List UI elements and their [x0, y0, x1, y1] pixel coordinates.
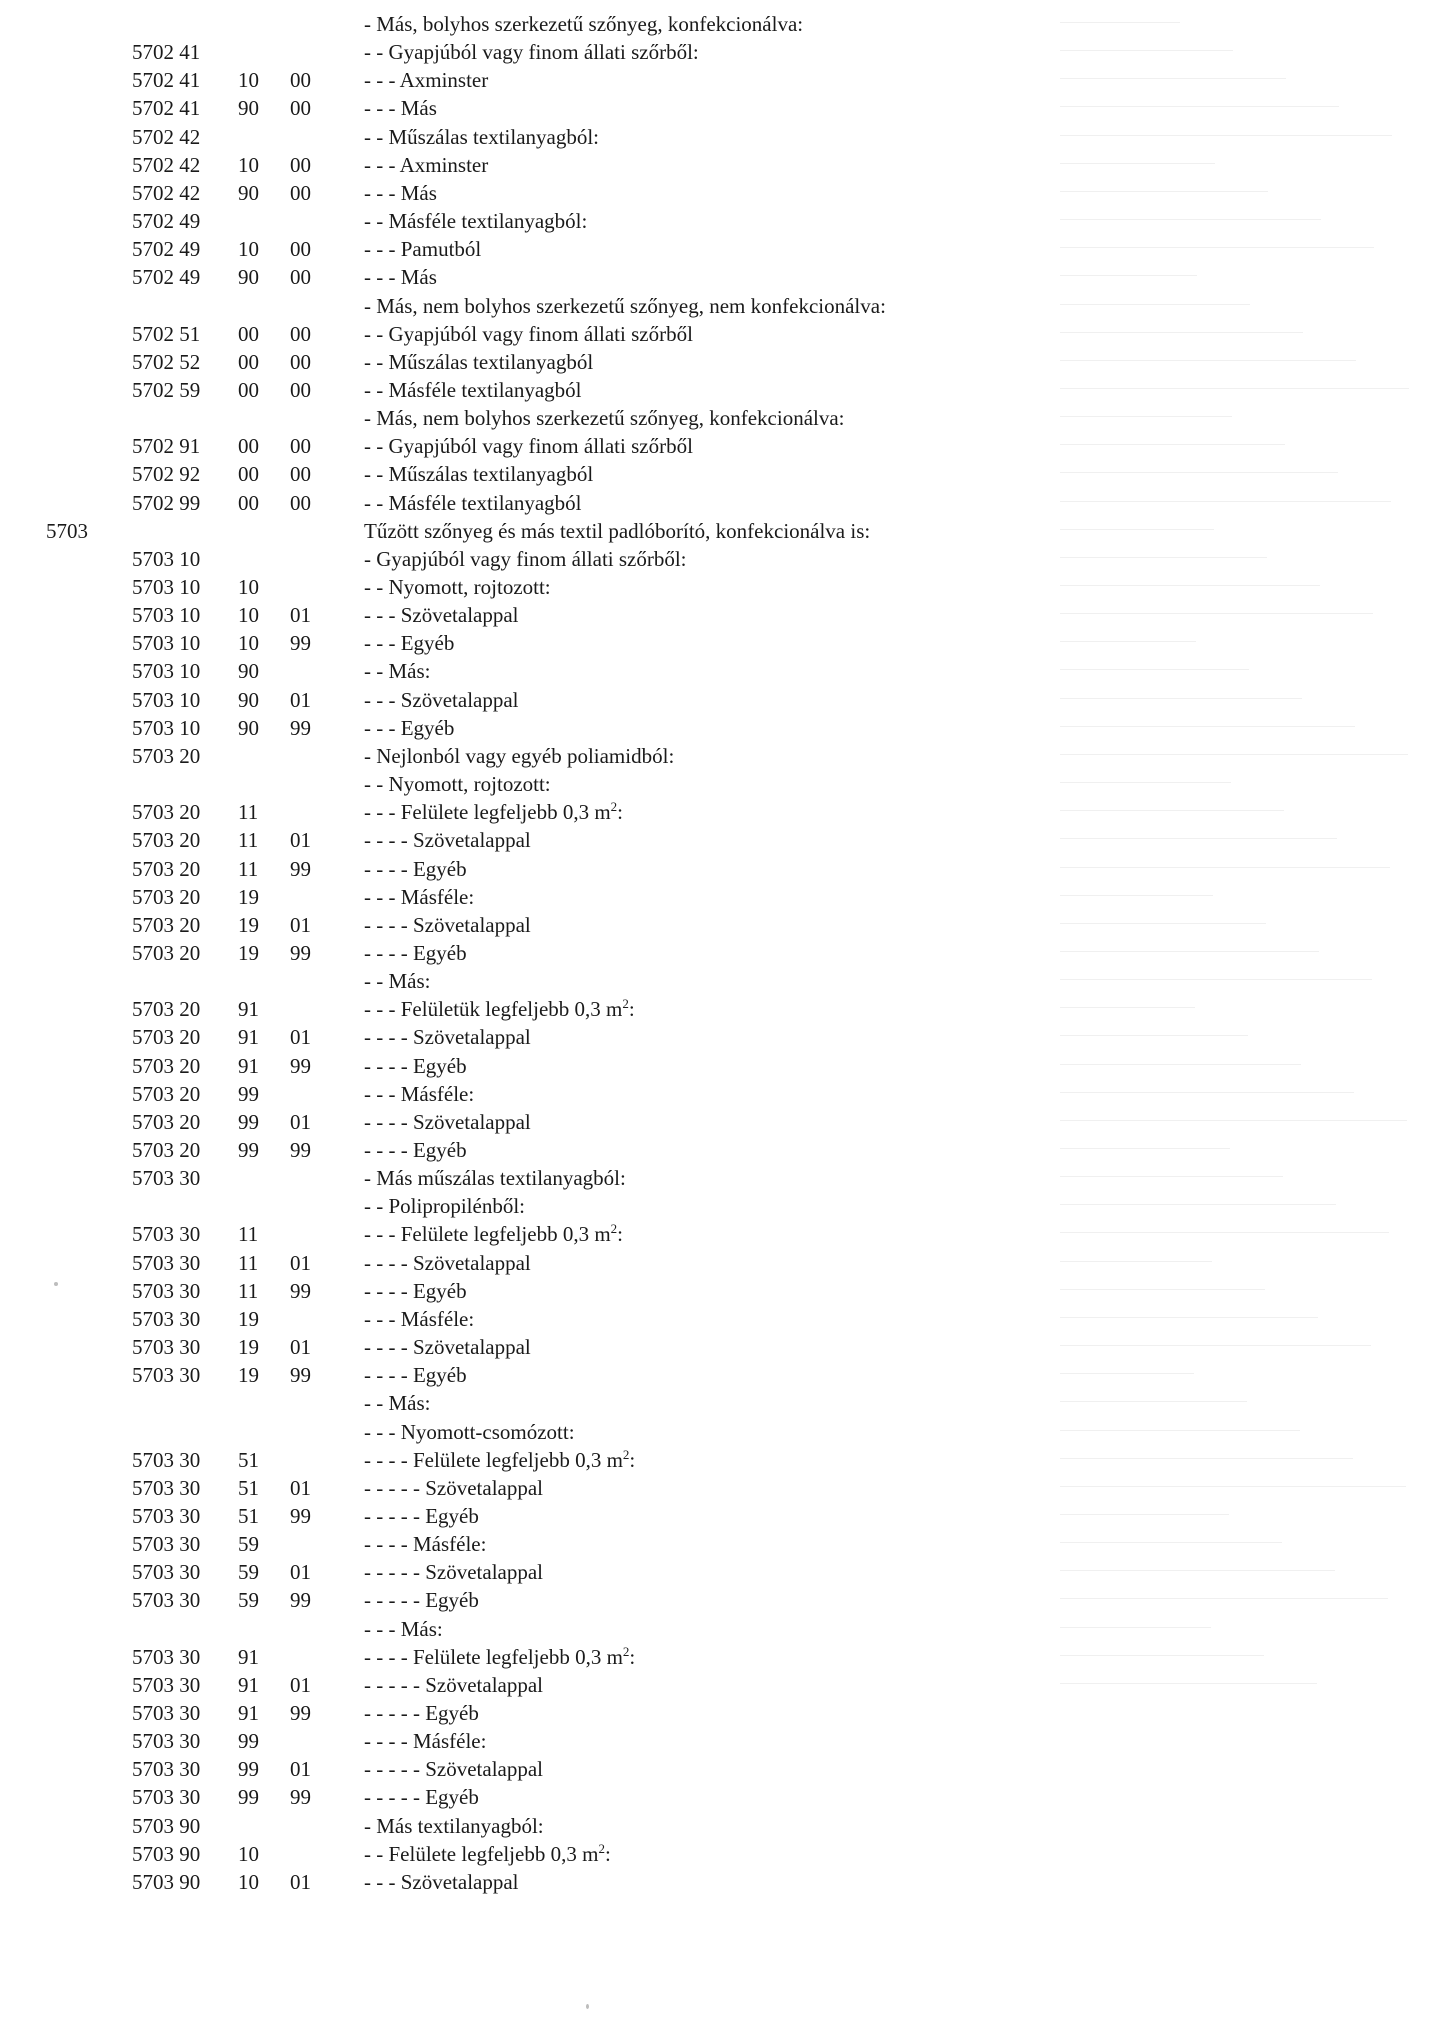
table-row — [0, 714, 1435, 742]
statistical-code: 99 — [290, 1138, 311, 1162]
tariff-code: 5703 30 — [132, 1250, 201, 1275]
statistical-code: 99 — [290, 1785, 311, 1810]
subheading-code: 51 — [238, 1447, 259, 1472]
statistical-code: 01 — [290, 1025, 311, 1050]
subheading-code: 10 — [238, 603, 259, 628]
statistical-code: 99 — [290, 631, 311, 656]
subheading-code: 11 — [238, 856, 259, 881]
description — [364, 995, 635, 1023]
table-row — [0, 151, 1435, 179]
subheading-code: 00 — [238, 490, 259, 515]
table-row — [0, 460, 1435, 488]
description: - - - Más: — [364, 1616, 443, 1641]
table-row — [0, 1305, 1435, 1333]
description: - - - - Szövetalappal — [364, 1335, 531, 1360]
tariff-code: 5703 30 — [132, 1363, 201, 1388]
tariff-code: 5703 90 — [132, 1869, 201, 1894]
description: - - - - Szövetalappal — [364, 1250, 531, 1275]
statistical-code: 00 — [290, 68, 311, 93]
table-row — [0, 826, 1435, 854]
table-row — [0, 1727, 1435, 1755]
unit-superscript: 2 — [622, 1643, 630, 1659]
statistical-code: 00 — [290, 265, 311, 290]
table-row — [0, 911, 1435, 939]
description — [364, 798, 623, 826]
tariff-code: 5703 20 — [132, 1138, 201, 1162]
table-row — [0, 179, 1435, 207]
description: - - - Más — [364, 180, 437, 205]
statistical-code: 01 — [290, 1109, 311, 1134]
statistical-code: 01 — [290, 687, 311, 712]
table-row — [0, 967, 1435, 995]
description-text: - - - Felületük legfeljebb 0,3 m — [364, 997, 623, 1022]
description: - - - - - Szövetalappal — [364, 1672, 544, 1697]
statistical-code: 01 — [290, 603, 311, 628]
unit-superscript: 2 — [622, 1446, 630, 1462]
unit-superscript: 2 — [610, 1221, 618, 1237]
description: - - - - Másféle: — [364, 1729, 487, 1754]
table-row — [0, 601, 1435, 629]
description: - - - Egyéb — [364, 715, 455, 740]
subheading-code: 99 — [238, 1081, 259, 1106]
table-row — [0, 1108, 1435, 1136]
subheading-code: 90 — [238, 265, 259, 290]
table-row — [0, 573, 1435, 601]
description-tail: : — [617, 1222, 624, 1247]
description: - Más műszálas textilanyagból: — [364, 1166, 626, 1191]
subheading-code: 10 — [238, 152, 259, 177]
tariff-code: 5703 20 — [132, 997, 201, 1022]
tariff-code: 5703 10 — [132, 603, 201, 628]
tariff-code: 5703 10 — [132, 575, 201, 599]
statistical-code: 01 — [290, 912, 311, 937]
heading-row — [0, 517, 1435, 545]
tariff-code: 5703 10 — [132, 687, 201, 712]
description: - - - - Egyéb — [364, 1138, 467, 1162]
description: - - - Axminster — [364, 152, 489, 177]
subheading-code: 11 — [238, 1278, 259, 1303]
statistical-code: 00 — [290, 237, 311, 262]
description: - - Más: — [364, 1391, 431, 1416]
statistical-code: 00 — [290, 321, 311, 346]
description: - - Nyomott, rojtozott: — [364, 772, 551, 797]
description: - - - Pamutból — [364, 237, 482, 262]
description: - - Műszálas textilanyagból: — [364, 124, 600, 149]
statistical-code: 99 — [290, 1701, 311, 1725]
description: - - - - - Szövetalappal — [364, 1560, 544, 1585]
subheading-code: 00 — [238, 434, 259, 459]
description: - - - - - Egyéb — [364, 1503, 479, 1528]
description: - - Másféle textilanyagból: — [364, 209, 588, 234]
table-row — [0, 376, 1435, 404]
statistical-code: 00 — [290, 434, 311, 459]
statistical-code: 01 — [290, 1560, 311, 1585]
table-row — [0, 263, 1435, 291]
statistical-code: 01 — [290, 1250, 311, 1275]
tariff-code: 5703 30 — [132, 1532, 201, 1557]
description: - - Másféle textilanyagból — [364, 377, 582, 402]
description: - - Nyomott, rojtozott: — [364, 575, 551, 599]
table-row — [0, 94, 1435, 122]
tariff-code: 5703 20 — [132, 1053, 201, 1078]
tariff-code: 5702 49 — [132, 237, 201, 262]
table-row — [0, 742, 1435, 770]
description-text: - - Felülete legfeljebb 0,3 m — [364, 1841, 599, 1866]
subheading-code: 90 — [238, 180, 259, 205]
table-row — [0, 629, 1435, 657]
description: - - - - Egyéb — [364, 1363, 467, 1388]
description: - - Másféle textilanyagból — [364, 490, 582, 515]
tariff-code: 5703 20 — [132, 940, 201, 965]
statistical-code: 01 — [290, 1335, 311, 1360]
page-speck — [586, 2004, 589, 2009]
subheading-code: 11 — [238, 1222, 259, 1247]
table-row — [0, 1136, 1435, 1164]
table-row — [0, 686, 1435, 714]
table-row — [0, 1164, 1435, 1192]
table-row — [0, 1699, 1435, 1727]
description: - - - - Egyéb — [364, 940, 467, 965]
subheading-code: 91 — [238, 1053, 259, 1078]
description: - - Gyapjúból vagy finom állati szőrből: — [364, 40, 699, 65]
description: - Más, bolyhos szerkezetű szőnyeg, konfekcionálva: — [364, 12, 804, 36]
description-tail: : — [628, 997, 635, 1022]
description: - - - Szövetalappal — [364, 687, 519, 712]
description: - Gyapjúból vagy finom állati szőrből: — [364, 546, 687, 571]
table-row — [0, 1361, 1435, 1389]
description: - - - - Egyéb — [364, 1053, 467, 1078]
tariff-code: 5703 30 — [132, 1503, 201, 1528]
tariff-code: 5703 30 — [132, 1475, 201, 1500]
table-row — [0, 1812, 1435, 1840]
description: - Más, nem bolyhos szerkezetű szőnyeg, nem konfekcionálva: — [364, 293, 886, 318]
subheading-code: 10 — [238, 237, 259, 262]
tariff-code: 5702 41 — [132, 40, 201, 65]
description: - - - Axminster — [364, 68, 489, 93]
table-row — [0, 883, 1435, 911]
table-row — [0, 489, 1435, 517]
subheading-code: 00 — [238, 349, 259, 374]
description: - - - - - Szövetalappal — [364, 1475, 544, 1500]
table-row — [0, 545, 1435, 573]
table-row — [0, 348, 1435, 376]
table-row — [0, 1192, 1435, 1220]
subheading-code: 90 — [238, 659, 259, 684]
tariff-code: 5703 30 — [132, 1278, 201, 1303]
subheading-code: 90 — [238, 715, 259, 740]
description-tail: : — [617, 800, 624, 825]
description-text: - - - - Felülete legfeljebb 0,3 m — [364, 1447, 623, 1472]
tariff-code: 5703 30 — [132, 1447, 201, 1472]
description-text: - - - Felülete legfeljebb 0,3 m — [364, 800, 611, 825]
description: - - - - - Egyéb — [364, 1785, 479, 1810]
statistical-code: 01 — [290, 1869, 311, 1894]
statistical-code: 99 — [290, 1278, 311, 1303]
table-row — [0, 1755, 1435, 1783]
tariff-code: 5702 49 — [132, 209, 201, 234]
table-row — [0, 1558, 1435, 1586]
table-row — [0, 404, 1435, 432]
description-tail: : — [604, 1841, 611, 1866]
table-row — [0, 10, 1435, 38]
tariff-code: 5702 59 — [132, 377, 201, 402]
statistical-code: 99 — [290, 1588, 311, 1613]
table-row — [0, 1333, 1435, 1361]
table-row — [0, 1530, 1435, 1558]
table-row — [0, 123, 1435, 151]
tariff-code: 5703 20 — [132, 884, 201, 909]
table-row — [0, 1080, 1435, 1108]
tariff-code: 5703 30 — [132, 1672, 201, 1697]
statistical-code: 99 — [290, 1053, 311, 1078]
table-row — [0, 38, 1435, 66]
tariff-code: 5703 30 — [132, 1560, 201, 1585]
statistical-code: 00 — [290, 377, 311, 402]
table-row — [0, 1615, 1435, 1643]
table-row — [0, 1474, 1435, 1502]
tariff-code: 5703 10 — [132, 631, 201, 656]
tariff-code: 5702 41 — [132, 68, 201, 93]
description-tail: : — [629, 1644, 636, 1669]
description: - - - Másféle: — [364, 1306, 475, 1331]
statistical-code: 00 — [290, 152, 311, 177]
subheading-code: 19 — [238, 1306, 259, 1331]
description: - - - - - Egyéb — [364, 1701, 479, 1725]
tariff-code: 5702 99 — [132, 490, 201, 515]
statistical-code: 99 — [290, 940, 311, 965]
tariff-code: 5702 42 — [132, 152, 201, 177]
description: Tűzött szőnyeg és más textil padlóborító, konfekcionálva is: — [364, 518, 871, 543]
description: - - Műszálas textilanyagból — [364, 462, 594, 487]
tariff-code: 5703 30 — [132, 1588, 201, 1613]
subheading-code: 10 — [238, 575, 259, 599]
subheading-code: 99 — [238, 1729, 259, 1754]
table-row — [0, 207, 1435, 235]
description: - - Más: — [364, 659, 431, 684]
tariff-code: 5702 49 — [132, 265, 201, 290]
tariff-code: 5702 41 — [132, 96, 201, 121]
subheading-code: 11 — [238, 828, 259, 853]
description: - Más textilanyagból: — [364, 1813, 544, 1838]
description-tail: : — [629, 1447, 636, 1472]
subheading-code: 51 — [238, 1475, 259, 1500]
table-row — [0, 1023, 1435, 1051]
description — [364, 1220, 623, 1248]
tariff-code: 5703 90 — [132, 1813, 201, 1838]
description — [364, 1446, 635, 1474]
table-row — [0, 798, 1435, 826]
description: - - - Nyomott-csomózott: — [364, 1419, 575, 1444]
table-row — [0, 1671, 1435, 1699]
subheading-code: 10 — [238, 631, 259, 656]
table-row — [0, 1389, 1435, 1417]
subheading-code: 11 — [238, 800, 259, 825]
table-row — [0, 432, 1435, 460]
description: - - - Másféle: — [364, 1081, 475, 1106]
tariff-code: 5702 92 — [132, 462, 201, 487]
table-row — [0, 1418, 1435, 1446]
tariff-code: 5703 20 — [132, 1025, 201, 1050]
description: - - - Szövetalappal — [364, 603, 519, 628]
table-row — [0, 66, 1435, 94]
tariff-code: 5703 20 — [132, 743, 201, 768]
description: - - - - Másféle: — [364, 1532, 487, 1557]
description: - - Polipropilénből: — [364, 1194, 525, 1219]
unit-superscript: 2 — [622, 996, 629, 1012]
description: - - - - Szövetalappal — [364, 1109, 531, 1134]
subheading-code: 99 — [238, 1138, 259, 1162]
tariff-code: 5702 42 — [132, 124, 201, 149]
tariff-code: 5703 30 — [132, 1757, 201, 1782]
subheading-code: 19 — [238, 940, 259, 965]
subheading-code: 91 — [238, 1672, 259, 1697]
tariff-code: 5703 30 — [132, 1335, 201, 1360]
statistical-code: 00 — [290, 349, 311, 374]
statistical-code: 00 — [290, 462, 311, 487]
statistical-code: 01 — [290, 1475, 311, 1500]
subheading-code: 10 — [238, 1869, 259, 1894]
tariff-code: 5703 20 — [132, 1081, 201, 1106]
tariff-code: 5703 30 — [132, 1701, 201, 1725]
description: - - - - Egyéb — [364, 856, 467, 881]
subheading-code: 19 — [238, 1363, 259, 1388]
table-row — [0, 657, 1435, 685]
unit-superscript: 2 — [610, 799, 618, 815]
tariff-code: 5703 30 — [132, 1306, 201, 1331]
subheading-code: 00 — [238, 321, 259, 346]
table-row — [0, 1220, 1435, 1248]
description: - - - - Szövetalappal — [364, 1025, 531, 1050]
statistical-code: 01 — [290, 828, 311, 853]
tariff-code: 5702 52 — [132, 349, 201, 374]
subheading-code: 59 — [238, 1588, 259, 1613]
table-row — [0, 1277, 1435, 1305]
statistical-code: 00 — [290, 96, 311, 121]
description: - - Műszálas textilanyagból — [364, 349, 594, 374]
subheading-code: 51 — [238, 1503, 259, 1528]
tariff-code: 5702 91 — [132, 434, 201, 459]
table-row — [0, 1840, 1435, 1868]
table-row — [0, 855, 1435, 883]
tariff-code: 5703 30 — [132, 1166, 201, 1191]
subheading-code: 99 — [238, 1785, 259, 1810]
tariff-code: 5702 51 — [132, 321, 201, 346]
table-row — [0, 995, 1435, 1023]
table-row — [0, 939, 1435, 967]
subheading-code: 91 — [238, 1644, 259, 1669]
description: - - - Másféle: — [364, 884, 475, 909]
description-text: - - - Felülete legfeljebb 0,3 m — [364, 1222, 611, 1247]
subheading-code: 19 — [238, 912, 259, 937]
description: - - Más: — [364, 969, 431, 994]
statistical-code: 99 — [290, 1363, 311, 1388]
statistical-code: 01 — [290, 1672, 311, 1697]
subheading-code: 59 — [238, 1560, 259, 1585]
description-text: - - - - Felülete legfeljebb 0,3 m — [364, 1644, 623, 1669]
description: - - Gyapjúból vagy finom állati szőrből — [364, 321, 693, 346]
subheading-code: 00 — [238, 377, 259, 402]
description: - - - - - Szövetalappal — [364, 1757, 544, 1782]
tariff-code: 5703 20 — [132, 856, 201, 881]
subheading-code: 91 — [238, 1701, 259, 1725]
tariff-code: 5703 30 — [132, 1785, 201, 1810]
table-row — [0, 1868, 1435, 1896]
table-row — [0, 1249, 1435, 1277]
tariff-code: 5703 30 — [132, 1729, 201, 1754]
description: - - - - - Egyéb — [364, 1588, 479, 1613]
heading-code: 5703 — [46, 518, 88, 543]
table-row — [0, 1502, 1435, 1530]
unit-superscript: 2 — [598, 1840, 605, 1856]
subheading-code: 99 — [238, 1109, 259, 1134]
subheading-code: 10 — [238, 68, 259, 93]
table-row — [0, 770, 1435, 798]
description: - Nejlonból vagy egyéb poliamidból: — [364, 743, 675, 768]
tariff-code: 5703 10 — [132, 715, 201, 740]
tariff-code: 5703 10 — [132, 659, 201, 684]
tariff-code: 5703 90 — [132, 1841, 201, 1866]
subheading-code: 99 — [238, 1757, 259, 1782]
statistical-code: 01 — [290, 1757, 311, 1782]
statistical-code: 00 — [290, 180, 311, 205]
description — [364, 1643, 635, 1671]
tariff-code: 5703 10 — [132, 546, 201, 571]
description: - - - - Szövetalappal — [364, 828, 531, 853]
table-row — [0, 1052, 1435, 1080]
description: - - - - Szövetalappal — [364, 912, 531, 937]
description: - - - Egyéb — [364, 631, 455, 656]
statistical-code: 99 — [290, 856, 311, 881]
tariff-code: 5703 30 — [132, 1644, 201, 1669]
page-speck — [54, 1282, 58, 1286]
statistical-code: 99 — [290, 1503, 311, 1528]
table-row — [0, 320, 1435, 348]
table-row — [0, 1643, 1435, 1671]
subheading-code: 91 — [238, 997, 259, 1022]
tariff-code: 5702 42 — [132, 180, 201, 205]
table-row — [0, 1783, 1435, 1811]
statistical-code: 99 — [290, 715, 311, 740]
subheading-code: 59 — [238, 1532, 259, 1557]
table-row — [0, 1446, 1435, 1474]
tariff-code: 5703 30 — [132, 1222, 201, 1247]
subheading-code: 19 — [238, 1335, 259, 1360]
table-row — [0, 292, 1435, 320]
description: - Más, nem bolyhos szerkezetű szőnyeg, konfekcionálva: — [364, 406, 845, 431]
statistical-code: 00 — [290, 490, 311, 515]
description: - - Gyapjúból vagy finom állati szőrből — [364, 434, 693, 459]
description: - - - - Egyéb — [364, 1278, 467, 1303]
description: - - - Szövetalappal — [364, 1869, 519, 1894]
subheading-code: 91 — [238, 1025, 259, 1050]
description: - - - Más — [364, 265, 437, 290]
table-row — [0, 1586, 1435, 1614]
tariff-code: 5703 20 — [132, 912, 201, 937]
tariff-code: 5703 20 — [132, 800, 201, 825]
subheading-code: 90 — [238, 687, 259, 712]
subheading-code: 00 — [238, 462, 259, 487]
subheading-code: 90 — [238, 96, 259, 121]
description — [364, 1840, 611, 1868]
tariff-code: 5703 20 — [132, 828, 201, 853]
tariff-code: 5703 20 — [132, 1109, 201, 1134]
subheading-code: 11 — [238, 1250, 259, 1275]
subheading-code: 10 — [238, 1841, 259, 1866]
subheading-code: 19 — [238, 884, 259, 909]
description: - - - Más — [364, 96, 437, 121]
table-row — [0, 235, 1435, 263]
